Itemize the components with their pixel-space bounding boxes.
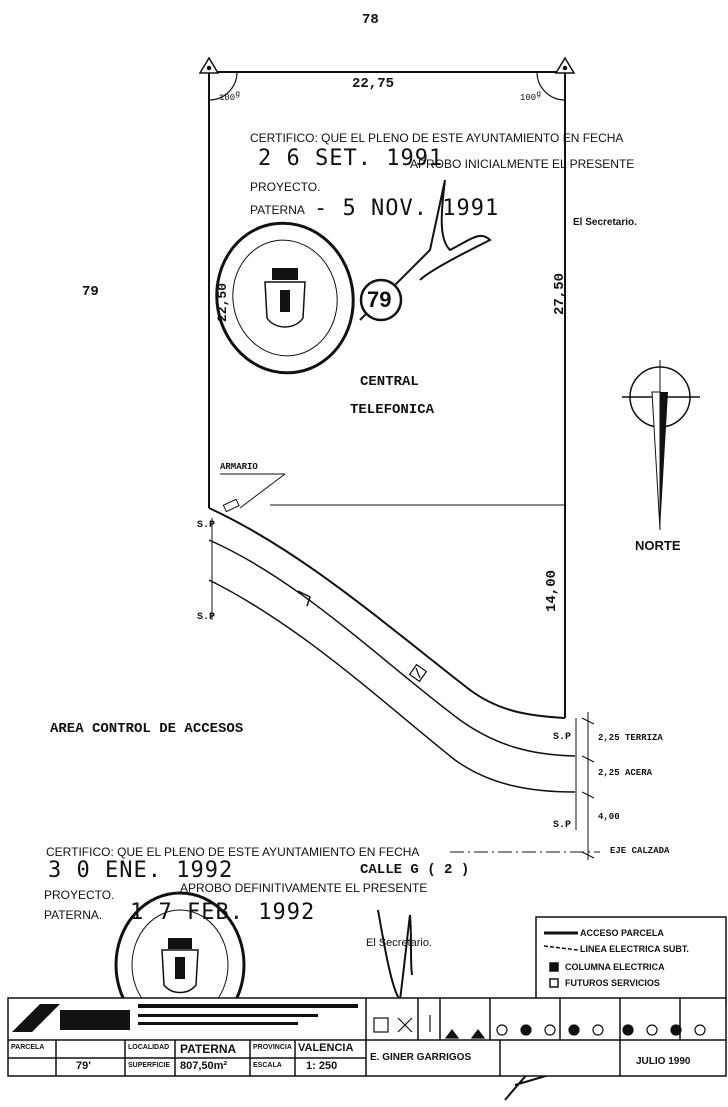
certificate-bottom-line3: PROYECTO. xyxy=(44,888,115,902)
legend-item-acceso: ACCESO PARCELA xyxy=(580,928,664,938)
tb-parcela-label: PARCELA xyxy=(11,1044,45,1051)
north-arrow xyxy=(622,360,700,530)
tb-date: JULIO 1990 xyxy=(636,1056,691,1067)
tb-superficie-value: 807,50m² xyxy=(180,1060,228,1072)
armario-leader xyxy=(220,474,285,512)
corner-marker-right xyxy=(556,58,574,73)
tb-provincia-label: PROVINCIA xyxy=(253,1044,292,1051)
corner-marker-left xyxy=(200,58,218,73)
street-acera-label: 2,25 ACERA xyxy=(598,768,653,778)
tb-localidad-label: LOCALIDAD xyxy=(128,1044,170,1051)
certificate-top-line1: CERTIFICO: QUE EL PLENO DE ESTE AYUNTAMIENTO EN FECHA xyxy=(250,131,624,145)
armario-label: ARMARIO xyxy=(220,462,258,472)
certificate-top-line3: PROYECTO. xyxy=(250,180,321,194)
sp-label-3: S.P xyxy=(553,732,572,743)
corner-angle-left: 100$^g$ xyxy=(219,90,241,103)
area-control-label: AREA CONTROL DE ACCESOS xyxy=(50,721,244,737)
certificate-bottom-secretary: El Secretario. xyxy=(366,937,433,949)
legend-item-columna: COLUMNA ELECTRICA xyxy=(565,962,665,972)
certificate-bottom-place: PATERNA. xyxy=(44,908,103,922)
street-lines xyxy=(209,540,575,792)
tb-superficie-label: SUPERFICIE xyxy=(128,1062,171,1069)
dimension-left: 22,50 xyxy=(215,282,230,322)
certificate-bottom-line1: CERTIFICO: QUE EL PLENO DE ESTE AYUNTAMIENTO EN FECHA xyxy=(46,845,420,859)
neighbor-parcel-label: 79 xyxy=(82,284,99,300)
certificate-top-place: PATERNA xyxy=(250,203,305,217)
legend-item-linea: LINEA ELECTRICA SUBT. xyxy=(580,944,689,954)
certificate-bottom-line2: APROBO DEFINITIVAMENTE EL PRESENTE xyxy=(180,881,428,895)
sp-markers xyxy=(212,518,576,830)
sp-label-4: S.P xyxy=(553,820,572,831)
dimension-right-lower: 14,00 xyxy=(544,569,560,612)
certificate-top-date2: - 5 NOV. 1991 xyxy=(314,196,500,221)
tb-escala-label: ESCALA xyxy=(253,1062,282,1069)
page-number: 78 xyxy=(362,12,379,28)
street-terraza-label: 2,25 TERRIZA xyxy=(598,733,663,743)
certificate-bottom-date2: 1 7 FEB. 1992 xyxy=(130,900,316,925)
certificate-top-date-stamp: 2 6 SET. 1991 xyxy=(258,146,444,171)
parcel-badge: 79 xyxy=(367,287,392,312)
building-label-central: CENTRAL xyxy=(360,374,419,390)
street-dimension-ticks xyxy=(582,712,594,860)
certificate-bottom-date-stamp: 3 0 ENE. 1992 xyxy=(48,858,234,883)
tb-parcela-value: 79' xyxy=(76,1060,91,1072)
title-block-frame xyxy=(8,998,726,1076)
tb-localidad-value: PATERNA xyxy=(180,1042,237,1056)
certificate-top-line2: APROBO INICIALMENTE EL PRESENTE xyxy=(410,157,635,171)
street-calzada-dim: 4,00 xyxy=(598,812,620,822)
sp-label-1: S.P xyxy=(197,520,216,531)
corner-angle-right: 100$^g$ xyxy=(520,90,542,103)
dimension-top: 22,75 xyxy=(352,76,395,92)
certificate-top-secretary: El Secretario. xyxy=(573,217,637,228)
sp-label-2: S.P xyxy=(197,612,216,623)
building-label-telefonica: TELEFONICA xyxy=(350,402,435,418)
tb-provincia-value: VALENCIA xyxy=(298,1042,354,1054)
street-name: CALLE G ( 2 ) xyxy=(360,862,470,878)
street-eje-label: EJE CALZADA xyxy=(610,846,670,856)
dimension-right-upper: 27,50 xyxy=(552,272,568,315)
futuros-servicios-symbol xyxy=(410,665,427,682)
tb-escala-value: 1: 250 xyxy=(306,1060,338,1072)
legend-item-futuros: FUTUROS SERVICIOS xyxy=(565,978,660,988)
signature-bottom xyxy=(378,910,412,1000)
north-label: NORTE xyxy=(635,538,681,553)
tb-author: E. GINER GARRIGOS xyxy=(370,1052,472,1063)
corner-arc-right xyxy=(537,72,565,100)
